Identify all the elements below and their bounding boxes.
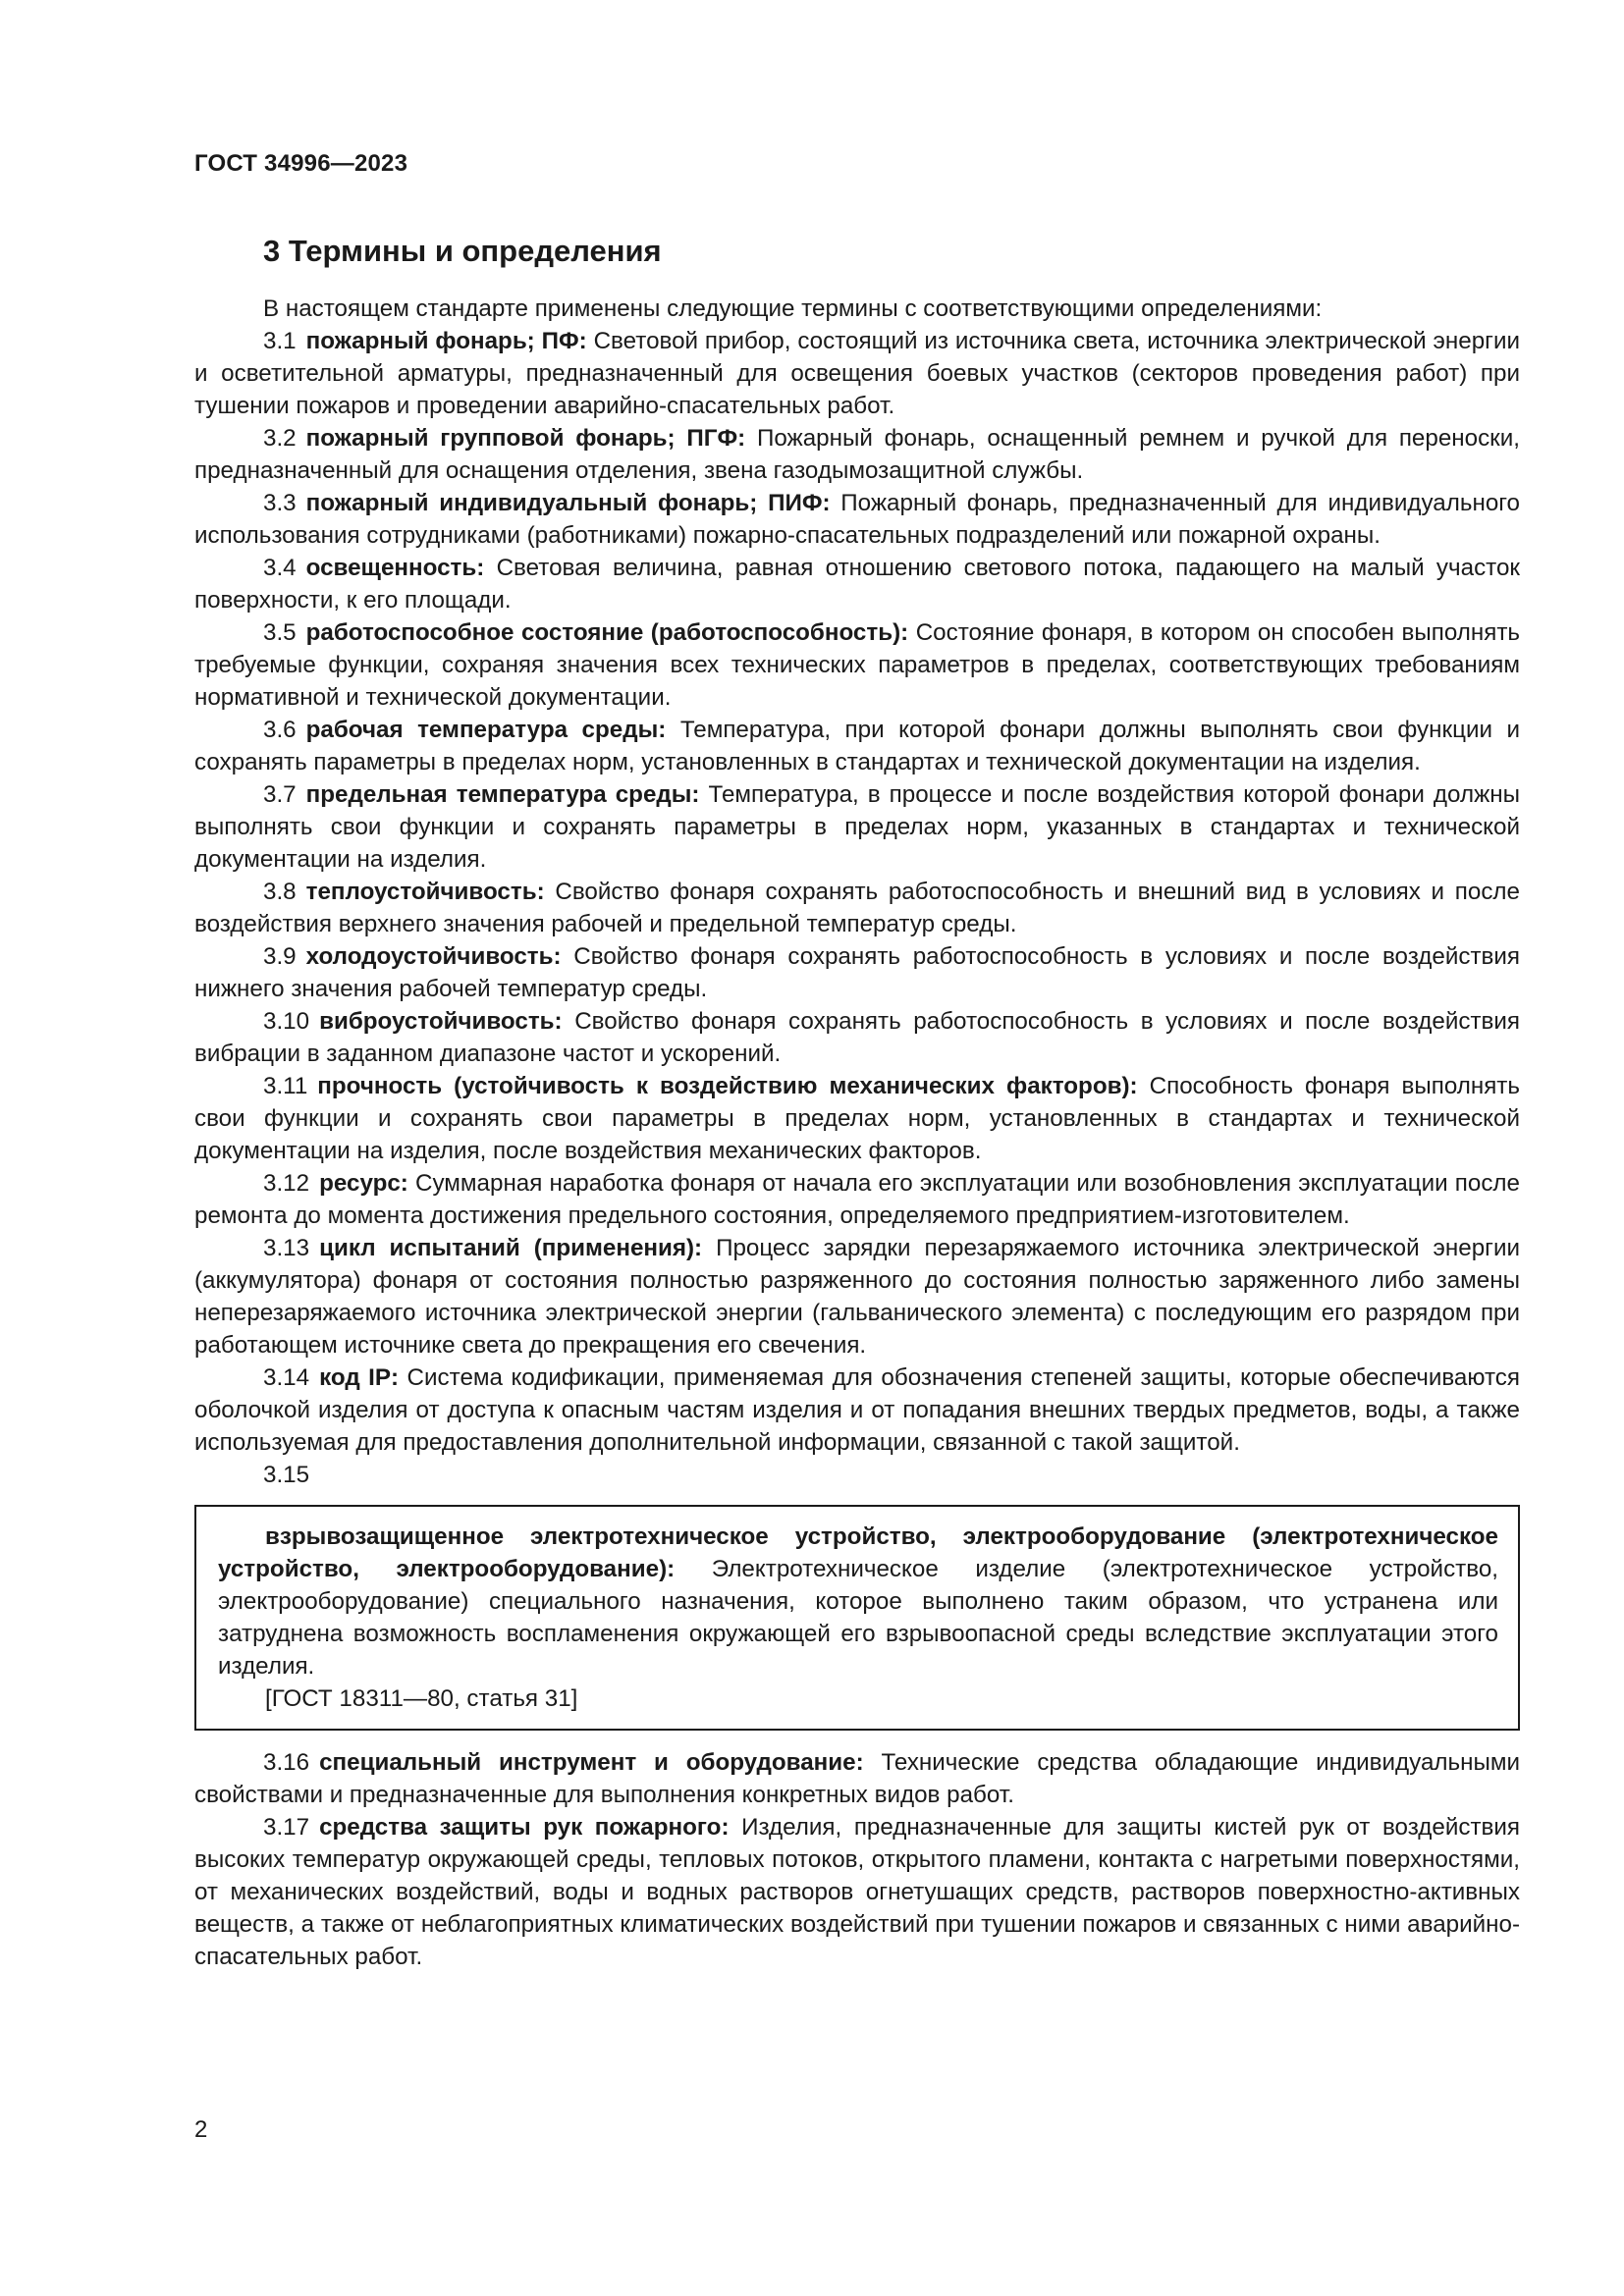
term-definition: Способность фонаря выполнять свои функции и сохранять свои параметры в пределах норм, установленных в стандартах и технической документации на изделия, после воздействия механических факторов. xyxy=(194,1073,1520,1164)
document-page xyxy=(194,147,1520,1973)
term-name: взрывозащищенное электротехническое устройство, электрооборудование (электротехническое устройство, электрооборудование): xyxy=(218,1523,1498,1582)
term-number: 3.14 xyxy=(263,1364,310,1391)
term-definition: Процесс зарядки перезаряжаемого источника электрической энергии (аккумулятора) фонаря от состояния полностью разряженного до состояния полностью заряженного либо замены неперезаряжаемого источника электрической энергии (гальванического элемента) с последующим его разрядом при работающем источнике света до прекращения его свечения. xyxy=(194,1235,1521,1359)
term-entry xyxy=(194,552,1520,616)
term-definition: Температура, в процессе и после воздействия которой фонари должны выполнять свои функции и сохранять параметры в пределах норм, указанных в стандартах и технической документации на изделия. xyxy=(194,781,1521,873)
term-number: 3.2 xyxy=(263,425,297,452)
term-number: 3.4 xyxy=(263,555,297,581)
term-name: пожарный групповой фонарь; xyxy=(305,425,676,452)
term-name: специальный инструмент и оборудование: xyxy=(319,1749,864,1776)
term-entry xyxy=(194,422,1520,487)
term-number: 3.6 xyxy=(263,717,297,743)
term-definition: Изделия, предназначенные для защиты кистей рук от воздействия высоких температур окружающей среды, тепловых потоков, открытого пламени, контакта с нагретыми поверхностями, от механических воздействий, воды и водных растворов огнетушащих средств, растворов поверхностно-активных веществ, а также от неблагоприятных климатических воздействий при тушении пожаров и связанных с ними аварийно-спасательных работ. xyxy=(194,1814,1520,1970)
boxed-definition-text xyxy=(218,1521,1498,1682)
term-definition: Пожарный фонарь, оснащенный ремнем и ручкой для переноски, предназначенный для оснащения отделения, звена газодымозащитной службы. xyxy=(194,425,1520,484)
term-entry xyxy=(194,876,1520,940)
term-name: средства защиты рук пожарного: xyxy=(319,1814,730,1841)
term-definition: Свойство фонаря сохранять работоспособность в условиях и после воздействия нижнего значения рабочей температур среды. xyxy=(194,943,1520,1002)
term-number: 3.8 xyxy=(263,879,297,905)
term-entry xyxy=(194,1811,1520,1973)
section-title: 3 Термины и определения xyxy=(263,234,662,268)
term-number: 3.10 xyxy=(263,1008,310,1035)
term-name: освещенность: xyxy=(305,555,485,581)
term-definition: Пожарный фонарь, предназначенный для индивидуального использования сотрудниками (работниками) пожарно-спасательных подразделений или пожарной охраны. xyxy=(194,490,1521,549)
term-number: 3.1 xyxy=(263,328,297,354)
term-abbreviation: ПИФ: xyxy=(757,490,831,516)
document-header: ГОСТ 34996—2023 xyxy=(194,150,408,177)
term-name: теплоустойчивость: xyxy=(305,879,545,905)
term-entry xyxy=(194,1746,1520,1811)
term-definition: Технические средства обладающие индивидуальными свойствами и предназначенные для выполнения конкретных видов работ. xyxy=(194,1749,1520,1808)
term-name: рабочая температура среды: xyxy=(305,717,667,743)
term-number: 3.11 xyxy=(263,1073,308,1099)
term-definition: Световая величина, равная отношению светового потока, падающего на малый участок поверхности, к его площади. xyxy=(194,555,1520,614)
term-name: код IP: xyxy=(319,1364,400,1391)
term-entry xyxy=(194,1232,1520,1362)
term-number: 3.9 xyxy=(263,943,297,970)
term-abbreviation: ПФ: xyxy=(534,328,587,354)
term-number: 3.3 xyxy=(263,490,297,516)
term-name: ресурс: xyxy=(319,1170,408,1197)
term-number: 3.13 xyxy=(263,1235,310,1261)
page-number: 2 xyxy=(194,2116,208,2143)
intro-paragraph: В настоящем стандарте применены следующие термины с соответствующими определениями: xyxy=(263,295,1323,322)
term-definition: Световой прибор, состоящий из источника света, источника электрической энергии и осветительной арматуры, предназначенный для освещения боевых участков (секторов проведения работ) при тушении пожаров и проведении аварийно-спасательных работ. xyxy=(194,328,1520,419)
term-name: пожарный фонарь; xyxy=(305,328,535,354)
term-entry xyxy=(194,616,1520,714)
term-number: 3.7 xyxy=(263,781,297,808)
term-entry xyxy=(194,325,1520,422)
boxed-definition-reference: [ГОСТ 18311—80, статья 31] xyxy=(265,1685,578,1712)
term-entry xyxy=(194,940,1520,1005)
term-definition: Свойство фонаря сохранять работоспособность и внешний вид в условиях и после воздействия верхнего значения рабочей и предельной температур среды. xyxy=(194,879,1520,937)
boxed-definition xyxy=(194,1505,1520,1731)
term-definition: Электротехническое изделие (электротехническое устройство, электрооборудование) специального назначения, которое выполнено таким образом, что устранена или затруднена возможность воспламенения окружающей его взрывоопасной среды вследствие эксплуатации этого изделия. xyxy=(218,1556,1498,1680)
term-name: прочность (устойчивость к воздействию механических факторов): xyxy=(317,1073,1138,1099)
term-abbreviation: ПГФ: xyxy=(675,425,746,452)
term-entry xyxy=(194,487,1520,552)
term-definition: Состояние фонаря, в котором он способен выполнять требуемые функции, сохраняя значения всех технических параметров в пределах, соответствующих требованиям нормативной и технической документации. xyxy=(194,619,1520,711)
term-name: пожарный индивидуальный фонарь; xyxy=(305,490,758,516)
term-definition: Суммарная наработка фонаря от начала его эксплуатации или возобновления эксплуатации после ремонта до момента достижения предельного состояния, определяемого предприятием-изготовителем. xyxy=(194,1170,1520,1229)
term-name: предельная температура среды: xyxy=(305,781,700,808)
term-definition: Свойство фонаря сохранять работоспособность в условиях и после воздействия вибрации в заданном диапазоне частот и ускорений. xyxy=(194,1008,1520,1067)
term-number: 3.5 xyxy=(263,619,297,646)
term-definition: Температура, при которой фонари должны выполнять свои функции и сохранять параметры в пределах норм, установленных в стандартах и технической документации на изделия. xyxy=(194,717,1520,775)
term-entry xyxy=(194,714,1520,778)
terms-list xyxy=(194,325,1520,1459)
term-definition: Система кодификации, применяемая для обозначения степеней защиты, которые обеспечиваются оболочкой изделия от доступа к опасным частям изделия и от попадания внешних твердых предметов, воды, а также используемая для предоставления дополнительной информации, связанной с такой защитой. xyxy=(194,1364,1520,1456)
term-entry xyxy=(194,1005,1520,1070)
term-entry xyxy=(194,1167,1520,1232)
term-name: работоспособное состояние (работоспособность): xyxy=(305,619,909,646)
term-entry xyxy=(194,778,1520,876)
terms-list-continued xyxy=(194,1746,1520,1973)
term-entry xyxy=(194,1362,1520,1459)
term-number: 3.12 xyxy=(263,1170,310,1197)
term-number: 3.17 xyxy=(263,1814,310,1841)
term-name: виброустойчивость: xyxy=(319,1008,563,1035)
term-number-3-15: 3.15 xyxy=(263,1462,310,1488)
term-entry xyxy=(194,1070,1520,1167)
term-name: цикл испытаний (применения): xyxy=(319,1235,703,1261)
term-number: 3.16 xyxy=(263,1749,310,1776)
term-name: холодоустойчивость: xyxy=(305,943,562,970)
